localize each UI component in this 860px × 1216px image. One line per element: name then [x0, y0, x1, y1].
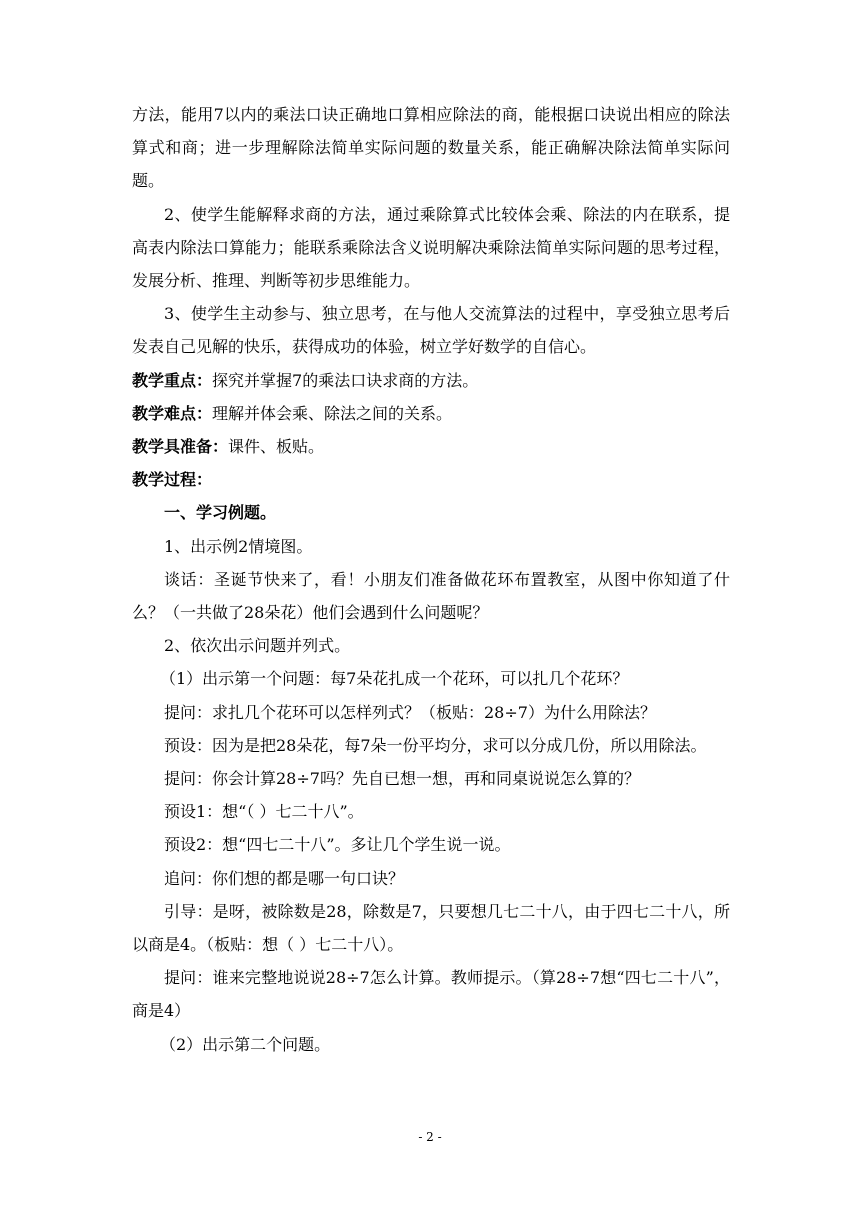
paragraph-question-1: （1）出示第一个问题：每7朵花扎成一个花环，可以扎几个花环？: [160, 669, 629, 689]
paragraph-objective-1-cont: 方法，能用7以内的乘法口诀正确地口算相应除法的商，能根据口诀说出相应的除法算式和商；进一步理解除法简单实际问题的数量关系，能正确解决除法简单实际问题。: [132, 105, 730, 191]
key-point-text: 探究并掌握7的乘法口诀求商的方法。: [212, 370, 479, 390]
paragraph-question-2: （2）出示第二个问题。: [160, 1034, 331, 1054]
paragraph-step-1: 1、出示例2情境图。: [164, 536, 313, 556]
paragraph-objective-2: 2、使学生能解释求商的方法，通过乘除算式比较体会乘、除法的内在联系，提高表内除法口算能力；能联系乘除法含义说明解决乘除法简单实际问题的思考过程，发展分析、推理、判断等初步思维能力。: [132, 204, 730, 291]
document-body: [132, 98, 730, 1061]
paragraph-preset-1: 预设1：想“（ ）七二十八”。: [164, 802, 364, 822]
key-point-label: 教学重点：: [132, 370, 213, 390]
materials-text: 课件、板贴。: [228, 437, 325, 457]
page-number: - 2 -: [418, 1130, 442, 1144]
paragraph-process: [132, 463, 730, 496]
process-label: 教学过程：: [132, 470, 213, 490]
paragraph-guide: 引导：是呀，被除数是28，除数是7，只要想几七二十八，由于四七二十八，所以商是4。（板贴：想（ ）七二十八）。: [132, 901, 730, 955]
paragraph-objective-3: 3、使学生主动参与、独立思考，在与他人交流算法的过程中，享受独立思考后发表自己见解的快乐，获得成功的体验，树立学好数学的自信心。: [132, 304, 730, 357]
paragraph-preset-reason: 预设：因为是把28朵花，每7朵一份平均分，求可以分成几份，所以用除法。: [164, 735, 707, 755]
paragraph-materials: [132, 430, 730, 463]
paragraph-ask-1: 提问：求扎几个花环可以怎样列式？（板贴：28÷7）为什么用除法？: [164, 702, 656, 722]
materials-label: 教学具准备：: [132, 437, 229, 457]
paragraph-step-2: 2、依次出示问题并列式。: [164, 636, 351, 656]
paragraph-ask-3: 提问：谁来完整地说说28÷7怎么计算。教师提示。（算28÷7想“四七二十八”，商是4）: [132, 968, 730, 1021]
paragraph-talk: 谈话：圣诞节快来了，看！小朋友们准备做花环布置教室，从图中你知道了什么？（一共做了28朵花）他们会遇到什么问题呢？: [132, 569, 730, 623]
section-heading-example: 一、学习例题。: [164, 503, 277, 523]
paragraph-difficulty: [132, 397, 730, 430]
paragraph-key-point: [132, 364, 730, 397]
paragraph-preset-2: 预设2：想“四七二十八”。多让几个学生说一说。: [164, 835, 511, 855]
difficulty-text: 理解并体会乘、除法之间的关系。: [212, 403, 453, 423]
paragraph-ask-2: 提问：你会计算28÷7吗？先自已想一想，再和同桌说说怎么算的？: [164, 769, 640, 789]
paragraph-follow-up: 追问：你们想的都是哪一句口诀？: [164, 868, 405, 888]
difficulty-label: 教学难点：: [132, 403, 213, 423]
